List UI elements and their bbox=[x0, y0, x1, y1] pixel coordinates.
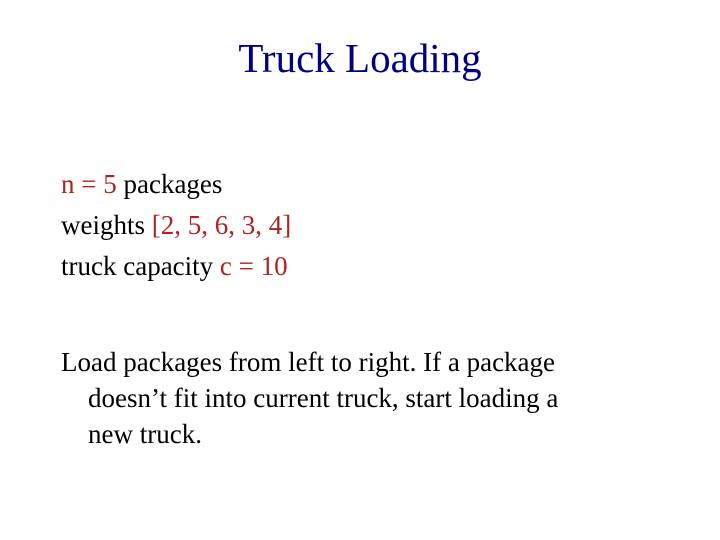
weights-line bbox=[61, 205, 291, 246]
slide-title: Truck Loading bbox=[238, 35, 482, 81]
weights-label: weights bbox=[61, 210, 152, 240]
package-count: n = 5 bbox=[61, 169, 117, 199]
capacity-line bbox=[61, 246, 291, 287]
capacity-value: c = 10 bbox=[219, 251, 288, 281]
weights-list: [2, 5, 6, 3, 4] bbox=[151, 210, 292, 240]
package-count-line bbox=[61, 164, 291, 205]
description-line-3: new truck. bbox=[88, 419, 202, 449]
capacity-label: truck capacity bbox=[61, 251, 220, 281]
problem-facts bbox=[61, 164, 291, 287]
description-line-2: doesn’t fit into current truck, start loading a bbox=[88, 383, 559, 413]
description-line-1: Load packages from left to right. If a package bbox=[61, 347, 556, 377]
package-count-suffix: packages bbox=[116, 169, 223, 199]
algorithm-description bbox=[61, 344, 661, 452]
